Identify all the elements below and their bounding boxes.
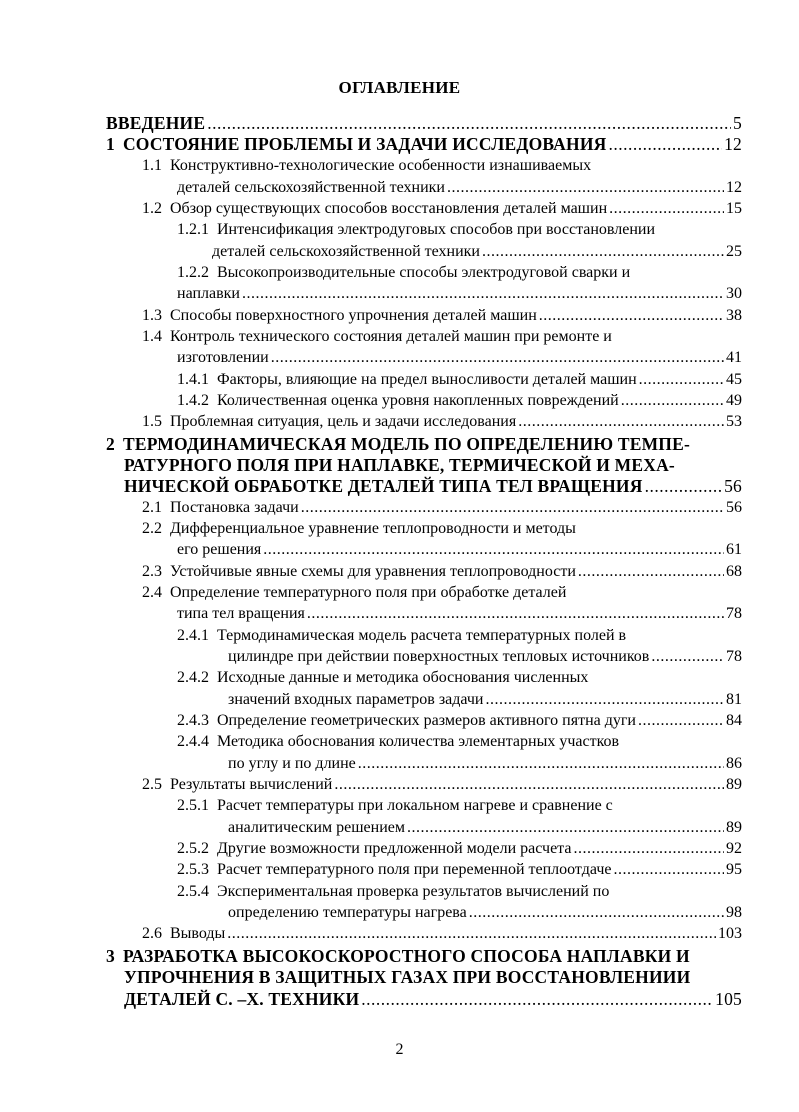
toc-entry	[142, 582, 742, 604]
toc-leader-dots	[518, 411, 724, 433]
toc-entry-number: 2.4.1	[177, 627, 209, 644]
toc-entry	[177, 667, 742, 689]
toc-entry	[177, 219, 742, 241]
toc-entry	[228, 753, 742, 775]
toc-leader-dots	[609, 198, 724, 220]
toc-entry-title	[142, 198, 607, 220]
toc-entry	[106, 112, 742, 134]
toc-entry	[106, 133, 742, 155]
toc-entry-title	[177, 603, 305, 625]
toc-entry-text: Количественная оценка уровня накопленных повреждений	[217, 392, 619, 409]
toc-entry-title	[142, 411, 516, 433]
toc-entry	[177, 390, 742, 412]
toc-entry-text: аналитическим решением	[228, 819, 405, 836]
toc-entry	[228, 646, 742, 668]
toc-entry-text: Проблемная ситуация, цель и задачи исследования	[170, 413, 517, 430]
toc-entry	[142, 198, 742, 220]
toc-entry	[142, 155, 742, 177]
toc-entry-text: УПРОЧНЕНИЯ В ЗАЩИТНЫХ ГАЗАХ ПРИ ВОССТАНОВЛЕНИИИ	[124, 967, 691, 987]
toc-leader-dots	[207, 112, 731, 134]
toc-page-number: 78	[726, 605, 742, 622]
toc-leader-dots	[227, 923, 716, 945]
toc-leader-dots	[447, 177, 724, 199]
toc-page-number: 68	[726, 563, 742, 580]
toc-entry	[177, 625, 742, 647]
toc-entry-text: Термодинамическая модель расчета температурных полей в	[217, 627, 627, 644]
toc-entry-text: изготовлении	[177, 349, 269, 366]
toc-entry-text: РАТУРНОГО ПОЛЯ ПРИ НАПЛАВКЕ, ТЕРМИЧЕСКОЙ И МЕХА-	[124, 455, 675, 475]
toc-leader-dots	[242, 283, 724, 305]
toc-page-number: 45	[726, 371, 742, 388]
toc-entry	[124, 475, 742, 497]
toc-entry-text: ДЕТАЛЕЙ С. –Х. ТЕХНИКИ	[124, 989, 360, 1009]
toc-entry	[177, 347, 742, 369]
toc-entry-title	[142, 518, 576, 540]
toc-entry-title	[177, 710, 636, 732]
toc-leader-dots	[469, 902, 724, 924]
toc-entry-title	[228, 817, 405, 839]
toc-entry-number: 3	[106, 946, 115, 966]
toc-leader-dots	[621, 390, 724, 412]
toc-entry-title	[177, 838, 571, 860]
toc-entry-text: Расчет температурного поля при переменной теплоотдаче	[217, 861, 612, 878]
toc-leader-dots	[578, 561, 724, 583]
toc-entry-title	[177, 283, 240, 305]
toc-entry-number: 1.1	[142, 157, 162, 174]
toc-entry	[124, 454, 742, 476]
toc-entry-text: по углу и по длине	[228, 755, 356, 772]
toc-entry	[124, 966, 742, 988]
toc-leader-dots	[482, 241, 724, 263]
toc-entry-title	[177, 539, 261, 561]
toc-entry-title	[177, 731, 619, 753]
toc-page-number: 41	[726, 349, 742, 366]
toc-leader-dots	[639, 369, 724, 391]
toc-entry-number: 1.3	[142, 307, 162, 324]
toc-entry	[142, 774, 742, 796]
toc-entry	[177, 859, 742, 881]
toc-entry	[228, 902, 742, 924]
toc-entry	[142, 326, 742, 348]
toc-entry-text: Другие возможности предложенной модели расчета	[217, 840, 572, 857]
toc-page-number: 105	[715, 989, 742, 1009]
toc-entry-text: Выводы	[170, 925, 226, 942]
toc-entry	[106, 945, 742, 967]
toc-entry-text: Способы поверхностного упрочнения деталей машин	[170, 307, 537, 324]
toc-entry	[228, 817, 742, 839]
toc-entry-text: Результаты вычислений	[170, 776, 333, 793]
toc-entry-text: деталей сельскохозяйственной техники	[177, 179, 445, 196]
toc-leader-dots	[645, 475, 723, 497]
toc-leader-dots	[271, 347, 724, 369]
toc-entry-title	[124, 966, 690, 988]
toc-page-number: 12	[726, 179, 742, 196]
toc-entry-title	[142, 561, 576, 583]
toc-entry-number: 2	[106, 434, 115, 454]
toc-entry-title	[142, 582, 566, 604]
toc-entry	[106, 433, 742, 455]
toc-leader-dots	[613, 859, 724, 881]
toc-leader-dots	[334, 774, 724, 796]
toc-entry-title	[142, 326, 612, 348]
toc-entry-text: Дифференциальное уравнение теплопроводности и методы	[170, 520, 576, 537]
toc-entry-text: Обзор существующих способов восстановления деталей машин	[170, 200, 608, 217]
toc-leader-dots	[638, 710, 724, 732]
toc-entry-number: 2.6	[142, 925, 162, 942]
toc-leader-dots	[307, 603, 724, 625]
toc-page-number: 89	[726, 776, 742, 793]
toc-page-number: 86	[726, 755, 742, 772]
toc-entry	[177, 262, 742, 284]
toc-leader-dots	[573, 838, 724, 860]
toc-entry-number: 2.2	[142, 520, 162, 537]
toc-entry-number: 2.4.3	[177, 712, 209, 729]
toc-entry-title	[177, 177, 445, 199]
toc-entry-title	[177, 795, 613, 817]
toc-page-number: 12	[724, 134, 742, 154]
toc-entry	[177, 283, 742, 305]
toc-entry-text: ТЕРМОДИНАМИЧЕСКАЯ МОДЕЛЬ ПО ОПРЕДЕЛЕНИЮ ТЕМПЕ-	[122, 434, 691, 454]
toc-entry	[177, 369, 742, 391]
toc-entry-text: Экспериментальная проверка результатов вычислений по	[217, 883, 610, 900]
toc-entry-text: наплавки	[177, 285, 240, 302]
toc-entry-title	[177, 667, 588, 689]
toc-entry-text: цилиндре при действии поверхностных тепловых источников	[228, 648, 650, 665]
toc-page-number: 56	[726, 499, 742, 516]
toc-entry-text: типа тел вращения	[177, 605, 305, 622]
toc-entry	[212, 241, 742, 263]
toc-entry-text: Постановка задачи	[170, 499, 299, 516]
toc-entry-title	[228, 646, 649, 668]
toc-page-number: 56	[724, 476, 742, 496]
toc-entry-title	[177, 859, 611, 881]
toc-entry-text: РАЗРАБОТКА ВЫСОКОСКОРОСТНОГО СПОСОБА НАПЛАВКИ И	[122, 946, 690, 966]
toc-entry-text: Исходные данные и методика обоснования численных	[217, 669, 589, 686]
toc-entry	[177, 838, 742, 860]
toc-leader-dots	[407, 817, 724, 839]
toc-page-number: 89	[726, 819, 742, 836]
toc-entry-number: 2.4.2	[177, 669, 209, 686]
toc-entry	[142, 411, 742, 433]
toc-entry-title	[106, 945, 690, 967]
toc-entry-number: 1.4.2	[177, 392, 209, 409]
toc-entry-number: 2.3	[142, 563, 162, 580]
toc-entry-title	[228, 902, 467, 924]
toc-leader-dots	[361, 988, 713, 1010]
toc-page-number: 81	[726, 691, 742, 708]
toc-entry-number: 2.5.3	[177, 861, 209, 878]
toc-leader-dots	[485, 689, 724, 711]
toc-page-number: 61	[726, 541, 742, 558]
toc-page-number: 25	[726, 243, 742, 260]
toc-page-number: 98	[726, 904, 742, 921]
toc-entry-number: 2.4	[142, 584, 162, 601]
toc-page-number: 15	[726, 200, 742, 217]
toc-entry-text: значений входных параметров задачи	[228, 691, 484, 708]
toc-leader-dots	[358, 753, 724, 775]
toc-leader-dots	[539, 305, 724, 327]
toc-entry-text: его решения	[177, 541, 262, 558]
toc-page-number: 5	[733, 113, 742, 133]
toc-entry-title	[177, 219, 655, 241]
toc-entry-number: 1.2.2	[177, 264, 209, 281]
toc-page-number: 38	[726, 307, 742, 324]
toc-entry-number: 2.5	[142, 776, 162, 793]
toc-entry	[228, 689, 742, 711]
toc-entry-title	[212, 241, 480, 263]
toc-page-number: 84	[726, 712, 742, 729]
toc-entry-number: 2.4.4	[177, 733, 209, 750]
toc-entry-title	[124, 988, 359, 1010]
toc-entry-text: Интенсификация электродуговых способов при восстановлении	[217, 221, 656, 238]
toc-entry	[177, 603, 742, 625]
toc-page-number: 103	[718, 925, 742, 942]
toc-entry-title	[124, 454, 675, 476]
toc-entry	[177, 177, 742, 199]
toc-entry-text: Высокопроизводительные способы электродуговой сварки и	[217, 264, 631, 281]
page-title: ОГЛАВЛЕНИЕ	[338, 78, 461, 97]
toc-page-number: 53	[726, 413, 742, 430]
toc-entry-title	[177, 625, 626, 647]
toc-entry-title	[106, 133, 606, 155]
toc-entry-title	[177, 369, 637, 391]
toc-entry-number: 2.5.2	[177, 840, 209, 857]
toc-entry-title	[228, 753, 356, 775]
toc-entry-number: 1.4.1	[177, 371, 209, 388]
toc-entry-number: 1.4	[142, 328, 162, 345]
toc-entry-title	[177, 390, 619, 412]
toc-entry	[177, 795, 742, 817]
toc-entry-text: определению температуры нагрева	[228, 904, 467, 921]
toc-entry-title	[177, 881, 609, 903]
toc-entry-number: 1.5	[142, 413, 162, 430]
toc-entry-text: НИЧЕСКОЙ ОБРАБОТКЕ ДЕТАЛЕЙ ТИПА ТЕЛ ВРАЩЕНИЯ	[124, 476, 643, 496]
toc-entry-number: 1.2	[142, 200, 162, 217]
toc-entry-title	[124, 475, 643, 497]
toc-entry-title	[228, 689, 483, 711]
toc-page-number: 95	[726, 861, 742, 878]
toc-entry	[142, 923, 742, 945]
toc-leader-dots	[608, 133, 722, 155]
toc-entry-text: Конструктивно-технологические особенности изнашиваемых	[170, 157, 592, 174]
toc-entry	[142, 518, 742, 540]
toc-entry-text: деталей сельскохозяйственной техники	[212, 243, 480, 260]
toc-entry-title	[177, 347, 269, 369]
toc-entry-text: Определение температурного поля при обработке деталей	[170, 584, 567, 601]
toc-entry-title	[142, 774, 332, 796]
toc-leader-dots	[263, 539, 724, 561]
toc-entry-number: 2.5.1	[177, 797, 209, 814]
toc-entry	[142, 305, 742, 327]
toc-leader-dots	[651, 646, 724, 668]
toc-entry-number: 1	[106, 134, 115, 154]
toc-page-number: 78	[726, 648, 742, 665]
toc-entry-text: СОСТОЯНИЕ ПРОБЛЕМЫ И ЗАДАЧИ ИССЛЕДОВАНИЯ	[122, 134, 607, 154]
toc-entry-text: ВВЕДЕНИЕ	[106, 113, 206, 133]
toc-entry-text: Устойчивые явные схемы для уравнения теплопроводности	[170, 563, 576, 580]
toc-entry-text: Расчет температуры при локальном нагреве и сравнение с	[217, 797, 613, 814]
toc-entry-title	[142, 497, 299, 519]
toc-entry-title	[177, 262, 630, 284]
toc-entry-number: 2.1	[142, 499, 162, 516]
toc-entry	[177, 731, 742, 753]
toc-entry-text: Методика обоснования количества элементарных участков	[217, 733, 620, 750]
toc-entry-title	[142, 305, 537, 327]
toc-entry-title	[106, 433, 690, 455]
toc-page-number: 49	[726, 392, 742, 409]
toc-entry-text: Определение геометрических размеров активного пятна дуги	[217, 712, 636, 729]
toc-entry-title	[142, 923, 225, 945]
toc-page-number: 30	[726, 285, 742, 302]
toc-entry-title	[142, 155, 591, 177]
toc-entry	[177, 539, 742, 561]
toc-entry	[177, 881, 742, 903]
toc-entry	[124, 988, 742, 1010]
toc-entry	[142, 497, 742, 519]
page-number: 2	[395, 1041, 404, 1058]
toc-leader-dots	[301, 497, 724, 519]
toc-entry-number: 1.2.1	[177, 221, 209, 238]
toc-entry-title	[106, 112, 205, 134]
toc-entry-text: Контроль технического состояния деталей машин при ремонте и	[170, 328, 612, 345]
toc-entry	[142, 561, 742, 583]
toc-page-number: 92	[726, 840, 742, 857]
toc-entry-text: Факторы, влияющие на предел выносливости деталей машин	[217, 371, 637, 388]
toc-entry-number: 2.5.4	[177, 883, 209, 900]
toc-entry	[177, 710, 742, 732]
